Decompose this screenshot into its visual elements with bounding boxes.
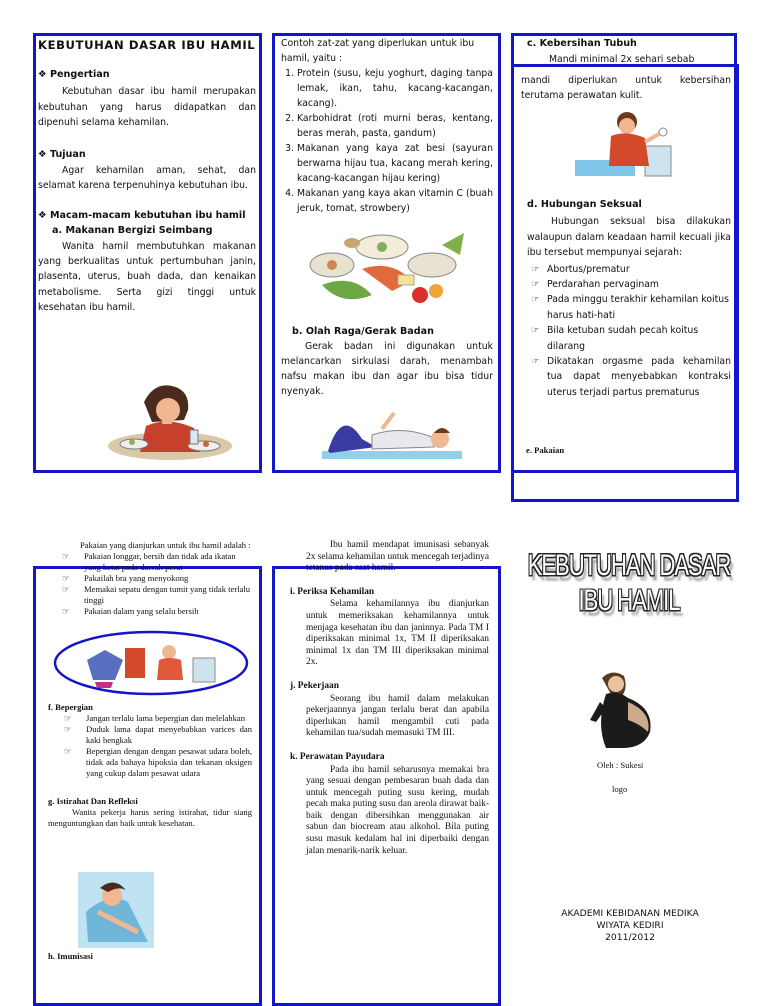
periksa-heading: i. Periksa Kehamilan [290,586,375,597]
bathing-illustration [575,108,685,182]
list-item: ☞ Bila ketuban sudah pecah koitus dilarang [531,325,699,352]
zat-item: 3. Makanan yang kaya zat besi (sayuran berwarna hijau tua, kacang merah kering, kacang-kacangan hijau kering) [297,141,493,186]
cover-title [522,548,736,618]
pengertian-text: Kebutuhan dasar ibu hamil merupakan kebutuhan yang harus didapatkan dan dipenuhi selama kehamilan. [38,86,256,129]
pekerjaan-text: Seorang ibu hamil dalam melakukan pekerjaannya jangan terlalu berat dan apabila diperlukan hamil mengambil cuti pada kehamilan tua/sudah memasuki TM III. [306,693,489,739]
kebersihan-text: mandi diperlukan untuk kebersihan terutama perawatan kulit. [521,75,731,101]
zat-list [281,66,493,216]
pointing-hand-icon: ☞ [531,294,540,306]
panel-1-title: KEBUTUHAN DASAR IBU HAMIL [38,38,256,52]
food-illustration [302,225,472,313]
pointing-hand-icon: ☞ [531,356,540,368]
list-item: ☞ Pakailah bra yang menyokong [62,573,189,583]
macam-heading: ❖ Macam-macam kebutuhan ibu hamil [38,209,246,221]
pekerjaan-heading: j. Pekerjaan [290,680,339,691]
institution-city: WIYATA KEDIRI [596,920,664,931]
bepergian-list [48,713,252,779]
pointing-hand-icon: ☞ [64,713,72,723]
list-item: ☞ Abortus/prematur [527,262,731,277]
kebersihan-heading: c. Kebersihan Tubuh [527,38,637,49]
pointing-hand-icon: ☞ [531,279,540,291]
panel-3 [521,36,731,103]
pointing-hand-icon: ☞ [64,746,72,756]
bepergian-heading: f. Bepergian [48,702,93,712]
bepergian-section [48,702,252,829]
istirahat-heading: g. Istirahat Dan Refleksi [48,796,138,806]
seksual-list [527,262,731,401]
list-item: ☞ Jangan terlalu lama bepergian dan melelahkan [64,713,245,723]
pointing-hand-icon: ☞ [531,325,540,337]
pointing-hand-icon: ☞ [62,551,70,561]
panel-1 [38,36,256,316]
diamond-bullet-icon: ❖ [38,69,47,80]
eating-woman-illustration [104,372,236,464]
pointing-hand-icon: ☞ [531,263,540,275]
payudara-text: Pada ibu hamil seharusnya memakai bra yang sesuai dengan pembesaran buah dada dan untuk mencegah puting susu kering, mudah pecah maka puting susu dan areola dirawat baik-baik dengan dibersihkan menggunakan air sabun dan biocream atau alkohol. Bila puting susu masuk kedalam hal ini diperbaiki dengan jalan menarik-narik keluar. [306,764,490,856]
list-item: ☞ Duduk lama dapat menyebabkan varices dan kaki bengkak [64,724,252,745]
panel-4 [56,540,252,617]
zat-intro: Contoh zat-zat yang diperlukan untuk ibu hamil, yaitu : [281,38,475,64]
panel-2 [281,36,493,216]
pointing-hand-icon: ☞ [64,724,72,734]
olahraga-text: Gerak badan ini digunakan untuk melancarkan sirkulasi darah, menambah nafsu makan ibu dan agar ibu bisa tidur nyenyak. [281,341,493,397]
list-item: ☞ Memakai sepatu dengan tumit yang tidak terlalu tinggi [62,584,251,605]
payudara-heading: k. Perawatan Payudara [290,751,385,762]
makanan-heading: a. Makanan Bergizi Seimbang [52,225,213,237]
zat-item: 1. Protein (susu, keju yoghurt, daging tanpa lemak, ikan, tahu, kacang-kacangan, kacang). [297,66,493,111]
olahraga-section [281,324,493,399]
pregnant-woman-photo [582,668,664,752]
diamond-bullet-icon: ❖ [38,148,47,160]
list-item: ☞ Dikatakan orgasme pada kehamilan tua dapat menyebabkan kontraksi uterus terjadi partus prematurus [531,356,731,398]
seksual-section [527,197,731,400]
pengertian-heading: ❖ Pengertian [38,69,110,80]
cover-title-line1: KEBUTUHAN DASAR [527,548,731,582]
clothing-illustration [53,630,249,696]
exercise-illustration [322,403,462,459]
zat-item: 2. Karbohidrat (roti murni beras, kentang, beras merah, pasta, gandum) [297,111,493,141]
list-item: ☞ Pada minggu terakhir kehamilan koitus harus hati-hati [531,294,729,321]
pointing-hand-icon: ☞ [62,584,70,594]
makanan-text: Wanita hamil membutuhkan makanan yang berkualitas untuk pertumbuhan janin, plasenta, uterus, buah dada, dan kenaikan metabolisme. Serta gizi tinggi untuk kesehatan ibu hamil. [38,240,256,314]
list-item: ☞ Pakaian dalam yang selalu bersih [62,606,199,616]
resting-woman-illustration [78,872,154,948]
tujuan-text: Agar kehamilan aman, sehat, dan selamat karena terpenuhinya kebutuhan ibu. [38,165,256,192]
pakaian-heading: e. Pakaian [526,445,565,455]
pakaian-intro: Pakaian yang dianjurkan untuk ibu hamil adalah : [80,540,251,550]
diamond-bullet-icon: ❖ [38,209,47,221]
tujuan-heading: ❖ Tujuan [38,148,86,160]
kebersihan-line1: Mandi minimal 2x sehari sebab [549,54,695,65]
logo-placeholder: logo [612,784,628,794]
list-item: ☞ Pakaian longgar, bersih dan tidak ada ikatan yang ketat pada daerah perut [62,551,236,572]
seksual-heading: d. Hubungan Seksual [527,199,642,210]
list-item: ☞ Bepergian dengan dengan pesawat udara boleh, tidak ada bahaya hipoksia dan tekanan oksigen yang cukup dalam pesawat udara [64,746,252,778]
periksa-text: Selama kehamilannya ibu dianjurkan untuk memeriksakan kehamilannya untuk menjaga kesehatan ibu dan janinnya. Pada TM I diperiksakan minimal 1x, TM II diperiksakan minimal 1x dan TM III diperiksakan minimal 2x. [306,599,489,668]
pointing-hand-icon: ☞ [62,573,70,583]
zat-item: 4. Makanan yang kaya akan vitamin C (buah jeruk, tomat, strowbery) [297,186,493,216]
imunisasi-heading: h. Imunisasi [48,951,93,961]
list-item: ☞ Perdarahan pervaginam [527,277,731,292]
pakaian-list [56,551,252,617]
panel-5 [290,540,490,857]
cover-title-line2: IBU HAMIL [578,583,680,617]
istirahat-text: Wanita pekerja harus sering istirahat, tidur siang menguntungkan dan baik untuk kesehatan. [48,807,252,828]
academic-year: 2011/2012 [605,932,655,943]
seksual-text: Hubungan seksual bisa dilakukan walaupun dalam keadaan hamil kecuali jika ibu tersebut mempunyai sejarah: [527,216,731,259]
imunisasi-text: Ibu hamil mendapat imunisasi sebanyak 2x selama kehamilan untuk mencegah terjadinya tetanus pada saat hamil. [306,540,490,574]
olahraga-heading: b. Olah Raga/Gerak Badan [292,326,434,337]
author-label: Oleh : Sukesi [597,760,644,770]
institution-name: AKADEMI KEBIDANAN MEDIKA [561,908,699,919]
institution-block [540,908,720,944]
pointing-hand-icon: ☞ [62,606,70,616]
